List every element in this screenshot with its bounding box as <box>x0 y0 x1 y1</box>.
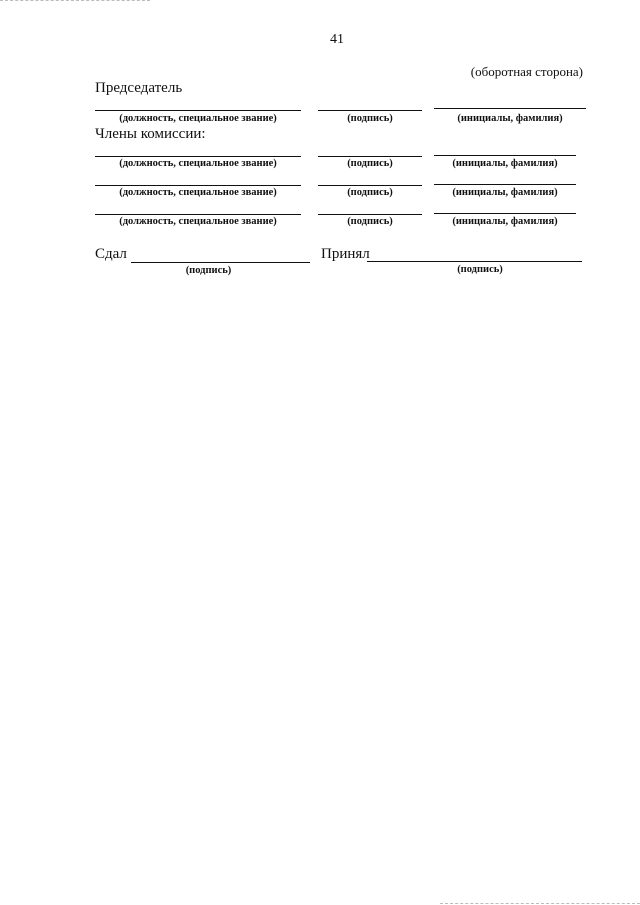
member-3-name-caption: (инициалы, фамилия) <box>452 216 558 227</box>
scan-edge-bottom <box>440 903 640 904</box>
received-signature-line[interactable] <box>367 261 582 262</box>
member-1-name-caption: (инициалы, фамилия) <box>452 158 558 169</box>
members-heading: Члены комиссии: <box>95 126 206 142</box>
chairman-position-caption: (должность, специальное звание) <box>119 113 277 124</box>
member-3-signature-line[interactable] <box>318 214 422 215</box>
member-3-position-caption: (должность, специальное звание) <box>119 216 277 227</box>
member-1-position-caption: (должность, специальное звание) <box>119 158 277 169</box>
received-signature-caption: (подпись) <box>457 264 503 275</box>
member-3-name-line[interactable] <box>434 213 576 214</box>
chairman-heading: Председатель <box>95 80 183 96</box>
member-2-signature-caption: (подпись) <box>347 187 393 198</box>
member-2-signature-line[interactable] <box>318 185 422 186</box>
member-2-name-line[interactable] <box>434 184 576 185</box>
member-2-position-caption: (должность, специальное звание) <box>119 187 277 198</box>
member-3-position-line[interactable] <box>95 214 301 215</box>
page-number: 41 <box>330 32 344 47</box>
member-1-position-line[interactable] <box>95 156 301 157</box>
handed-label: Сдал <box>95 246 127 262</box>
chairman-position-line[interactable] <box>95 110 301 111</box>
handed-signature-line[interactable] <box>131 262 310 263</box>
chairman-name-caption: (инициалы, фамилия) <box>457 113 563 124</box>
reverse-side-label: (оборотная сторона) <box>470 64 583 79</box>
member-3-signature-caption: (подпись) <box>347 216 393 227</box>
member-2-name-caption: (инициалы, фамилия) <box>452 187 558 198</box>
received-label: Принял <box>321 246 370 262</box>
member-1-signature-caption: (подпись) <box>347 158 393 169</box>
handed-signature-caption: (подпись) <box>185 265 232 276</box>
chairman-signature-line[interactable] <box>318 110 422 111</box>
member-1-name-line[interactable] <box>434 155 576 156</box>
chairman-name-line[interactable] <box>434 108 586 109</box>
chairman-signature-caption: (подпись) <box>347 113 393 124</box>
scan-edge-top <box>0 0 150 1</box>
member-2-position-line[interactable] <box>95 185 301 186</box>
member-1-signature-line[interactable] <box>318 156 422 157</box>
